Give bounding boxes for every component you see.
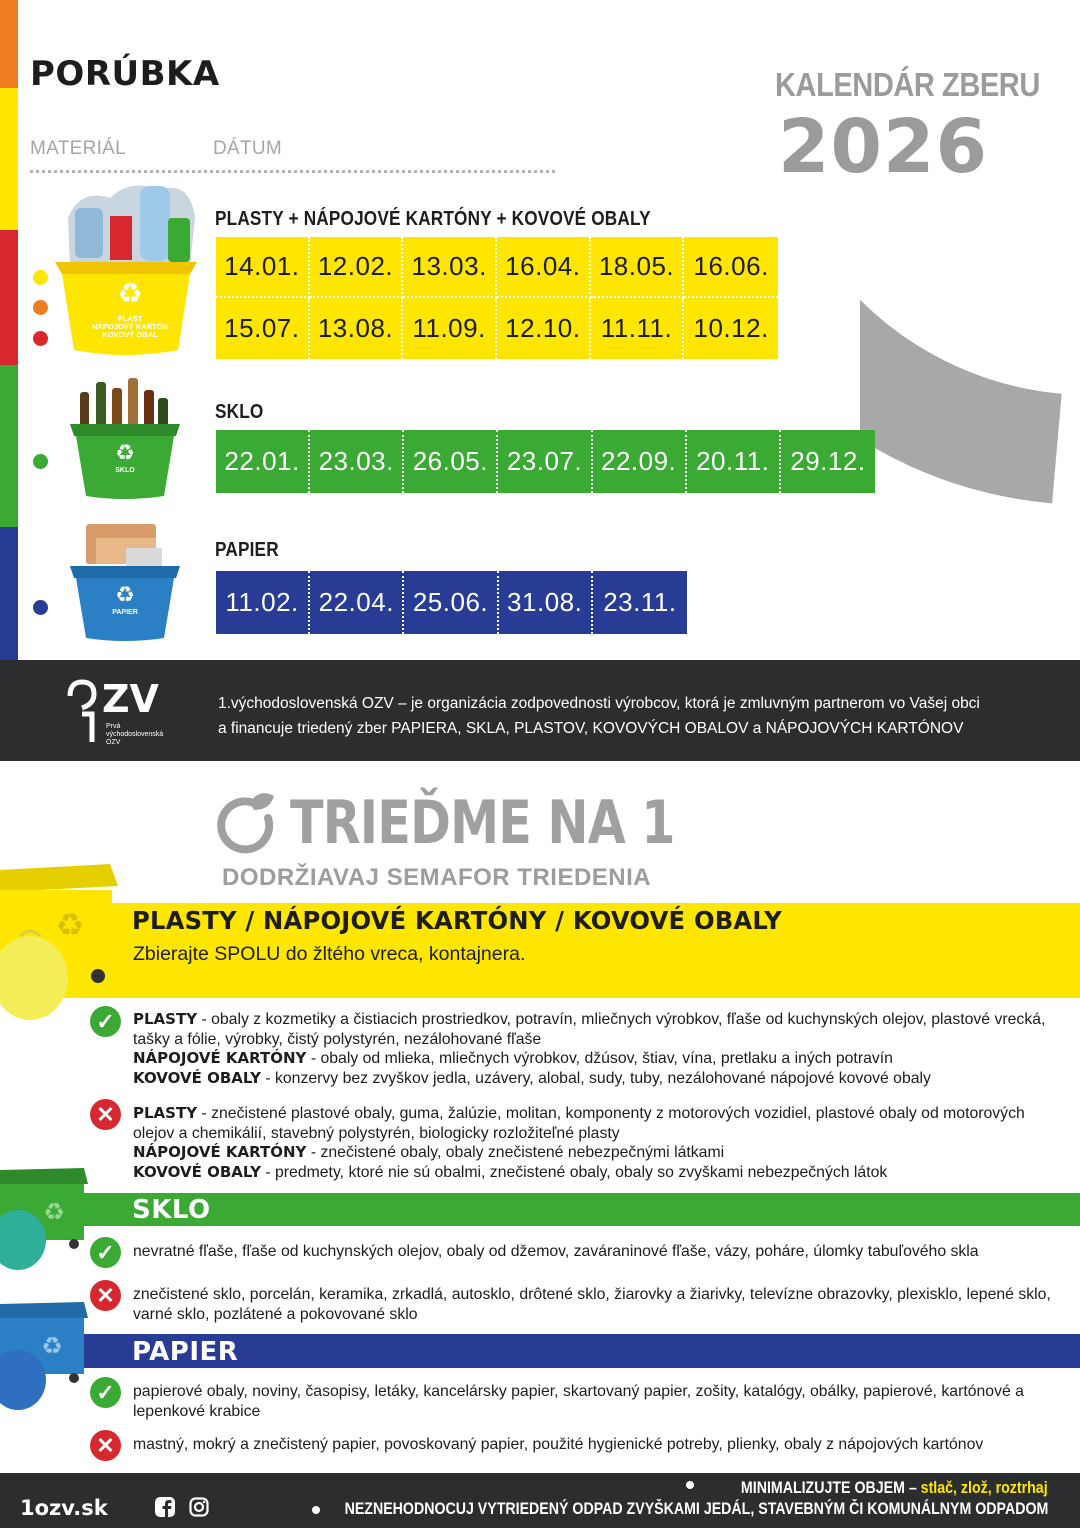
svg-text:♻: ♻ [55,906,85,944]
date-cell: 23.07. [498,430,592,493]
ozv-logo-text: ZV [102,677,159,721]
ozv-description-line-2: a financuje triedený zber PAPIERA, SKLA, PLASTOV, KOVOVÝCH OBALOV a NÁPOJOVÝCH KARTÓNOV [218,720,964,737]
date-cell: 22.09. [593,430,687,493]
plasty-allowed-item [133,1049,1063,1069]
svg-text:OZV: OZV [106,739,121,746]
item-text: - predmety, ktoré nie sú obalmi, znečistené obaly, obaly so zvyškami nebezpečných látok [260,1163,888,1181]
item-label: NÁPOJOVÉ KARTÓNY [133,1049,307,1067]
footer-tip-2: NEZNEHODNOCUJ VYTRIEDENÝ ODPAD ZVYŠKAMI JEDÁL, STAVEBNÝM ČI KOMUNÁLNYM ODPADOM [344,1500,1048,1518]
date-cell: 29.12. [790,446,866,476]
plasty-dates-grid [216,237,778,359]
ozv-description-line-1: 1.východoslovenská OZV – je organizácia zodpovednosti výrobcov, ktorá je zmluvným partnerom vo Vašej obci [218,695,980,712]
item-text: - obaly z kozmetiky a čistiacich prostriedkov, potravín, mliečnych výrobkov, fľaše od kuchynských olejov, plastové vrecká, tašky a fólie, výrobky, čistý polystyrén, nezálohované fľaše [133,1011,1046,1048]
date-cell: 18.05. [591,237,685,298]
yellow-bin-icon [40,178,210,358]
red-dot [33,331,48,346]
calendar-title: KALENDÁR ZBERU [775,66,1040,103]
date-cell: 14.01. [216,237,310,298]
svg-text:Prvá: Prvá [106,723,121,730]
yellow-container-icon [0,856,120,1026]
date-cell: 11.02. [216,571,310,634]
blue-dot [33,600,48,615]
date-cell: 12.10. [497,298,591,359]
instagram-icon[interactable] [189,1497,209,1517]
plasty-forbidden-item [133,1143,1063,1163]
svg-text:♻: ♻ [115,583,135,608]
plasty-schedule-title: PLASTY + NÁPOJOVÉ KARTÓNY + KOVOVÉ OBALY [215,208,651,230]
plasty-forbidden-item [133,1163,1063,1183]
color-strip-green [0,365,18,527]
date-cell: 16.04. [497,237,591,298]
sklo-schedule-title: SKLO [215,401,264,423]
website-link[interactable]: 1ozv.sk [20,1496,108,1520]
date-cell: 15.07. [216,298,310,359]
svg-text:východoslovenská: východoslovenská [106,731,164,738]
date-cell: 23.03. [310,430,404,493]
calendar-year: 2026 [778,104,988,190]
green-bin-label: SKLO [115,467,135,474]
leaf-cycle-icon [216,792,278,854]
date-cell: 16.06. [684,237,778,298]
bullet [312,1506,320,1514]
yellow-bin-label-1: PLAST [117,314,143,323]
item-text: - znečistené obaly, obaly znečistené nebezpečnými látkami [306,1144,725,1161]
blue-bin-label: PAPIER [112,609,138,616]
papier-dates-grid [216,571,687,634]
green-dot [33,454,48,469]
plasty-guide-subtitle: Zbierajte SPOLU do žltého vreca, kontajnera. [133,943,526,965]
plasty-guide-title: PLASTY / NÁPOJOVÉ KARTÓNY / KOVOVÉ OBALY [132,906,783,935]
plasty-allowed-item [133,1010,1063,1049]
facebook-icon[interactable] [155,1497,175,1517]
date-cell: 31.08. [499,571,593,634]
svg-text:♻: ♻ [43,1198,65,1226]
color-strip-yellow [0,88,18,230]
date-cell: 26.05. [404,430,498,493]
header-divider [30,170,555,173]
footer-tip-1-highlight: stlač, zlož, roztrhaj [921,1479,1048,1497]
check-icon: ✓ [90,1377,121,1408]
date-cell: 13.08. [310,298,404,359]
date-cell: 22.01. [216,430,310,493]
yellow-bin-label-3: KOVOVÝ OBAL [102,330,158,339]
sklo-allowed-text: nevratné fľaše, fľaše od kuchynských olejov, obaly od džemov, zaváraninové fľaše, vázy, poháre, úlomky tabuľového skla [133,1243,979,1260]
item-text: - znečistené plastové obaly, guma, žalúzie, molitan, komponenty z motorových vozidiel, plastové obaly od motorových olejov a chemikálií, stavebný polystyrén, biologicky rozložiteľné plasty [133,1105,1025,1142]
orange-dot [33,300,48,315]
blue-bin-icon [66,520,186,644]
sklo-forbidden-text: znečistené sklo, porcelán, keramika, zrkadlá, autosklo, drôtené sklo, žiarovky a žiarivky, televízne obrazovky, plexisklo, lepené sklo, varné sklo, pozlátené a pokovované sklo [133,1286,1051,1323]
yellow-bin-label-2: NÁPOJOVÝ KARTÓN [92,322,168,331]
sklo-dates-grid [216,430,875,493]
svg-text:♻: ♻ [115,441,135,466]
item-label: KOVOVÉ OBALY [133,1162,261,1181]
date-cell: 25.06. [404,571,498,634]
papier-forbidden-text: mastný, mokrý a znečistený papier, povoskovaný papier, použité hygienické potreby, plienky, obaly z nápojových kartónov [133,1436,984,1453]
svg-text:♻: ♻ [117,277,143,310]
cross-icon: ✕ [90,1099,121,1130]
column-header-material: MATERIÁL [30,138,127,159]
plasty-forbidden-list [133,1104,1063,1182]
ozv-description [218,691,980,741]
papier-allowed-text: papierové obaly, noviny, časopisy, letáky, kancelársky papier, skartovaný papier, zošity, katalógy, obálky, papierové, kartónové a lepenkové krabice [133,1383,1024,1420]
guide-title: TRIEĎME NA 1 [290,788,675,858]
check-icon: ✓ [90,1006,121,1037]
footer-tip-1 [741,1479,1048,1498]
column-header-date: DÁTUM [213,138,283,159]
footer-tip-1-text: MINIMALIZUJTE OBJEM – [741,1479,922,1497]
color-strip-red [0,230,18,365]
plasty-allowed-list [133,1010,1063,1088]
green-container-icon [0,1164,90,1274]
color-strip-blue [0,527,18,660]
sklo-guide-title: SKLO [132,1195,211,1225]
svg-text:♻: ♻ [41,1332,63,1360]
item-text: - obaly od mlieka, mliečnych výrobkov, džúsov, štiav, vína, pretlaku a iných potravín [306,1050,893,1067]
date-cell: 10.12. [693,313,769,343]
color-strip-orange [0,0,18,88]
item-label: PLASTY [133,1104,198,1122]
cross-icon: ✕ [90,1430,121,1461]
date-cell: 22.04. [310,571,404,634]
date-cell: 13.03. [403,237,497,298]
yellow-dot [33,270,48,285]
check-icon: ✓ [90,1237,121,1268]
plasty-forbidden-item [133,1104,1063,1143]
guide-subtitle: DODRŽIAVAJ SEMAFOR TRIEDENIA [222,864,652,891]
ozv-logo [62,676,192,746]
bullet [686,1481,694,1489]
item-text: - konzervy bez zvyškov jedla, uzávery, alobal, sudy, tuby, nezálohované nápojové kovové obaly [260,1069,931,1087]
item-label: PLASTY [133,1010,198,1028]
plasty-allowed-item [133,1069,1063,1089]
date-cell: 12.02. [310,237,404,298]
papier-schedule-title: PAPIER [215,539,279,561]
blue-container-icon [0,1298,90,1413]
papier-guide-title: PAPIER [132,1337,239,1367]
item-label: KOVOVÉ OBALY [133,1068,261,1087]
green-bin-icon [66,378,186,502]
cross-icon: ✕ [90,1280,121,1311]
date-cell: 11.11. [591,298,685,359]
item-label: NÁPOJOVÉ KARTÓNY [133,1143,307,1161]
town-name: PORÚBKA [30,54,220,94]
date-cell: 20.11. [687,430,781,493]
date-cell: 11.09. [403,298,497,359]
date-cell: 23.11. [603,587,677,617]
